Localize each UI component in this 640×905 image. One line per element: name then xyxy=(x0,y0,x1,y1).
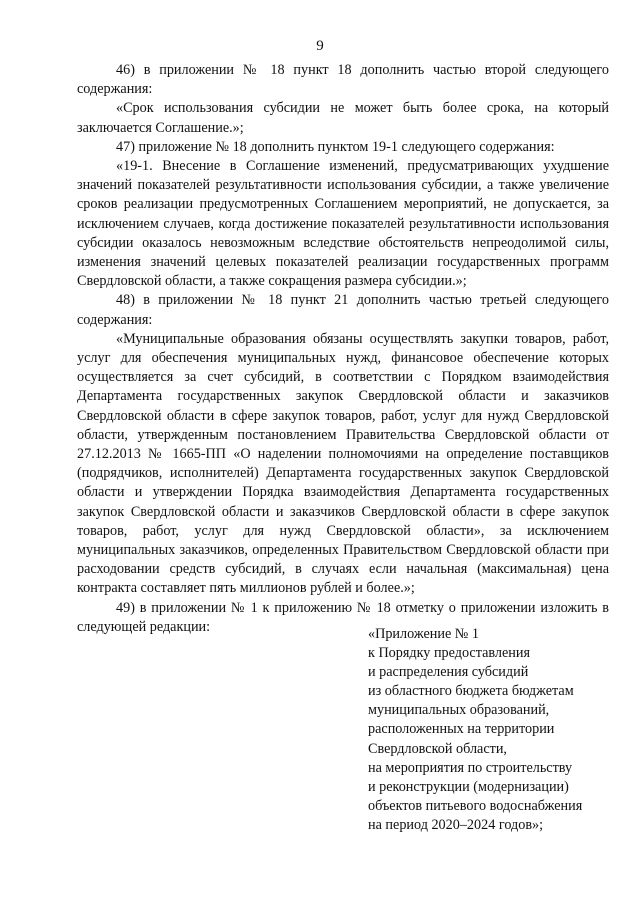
paragraph-48: 48) в приложении № 18 пункт 21 дополнить частью третьей следующего содержания: xyxy=(77,292,609,328)
appendix-line: на мероприятия по строительству xyxy=(368,759,573,776)
appendix-line: объектов питьевого водоснабжения xyxy=(368,797,583,814)
paragraph-47: 47) приложение № 18 дополнить пунктом 19-1 следующего содержания: xyxy=(116,138,555,155)
document-body xyxy=(77,61,609,637)
paragraph-49: 49) в приложении № 1 к приложению № 18 отметку о приложении изложить в следующей редакции: xyxy=(77,599,609,635)
appendix-line: из областного бюджета бюджетам xyxy=(368,683,574,700)
appendix-line: муниципальных образований, xyxy=(368,702,550,719)
appendix-line: «Приложение № 1 xyxy=(368,626,479,642)
paragraph-46: 46) в приложении № 18 пункт 18 дополнить частью второй следующего содержания: xyxy=(77,62,609,98)
appendix-line: на период 2020–2024 годов»; xyxy=(368,816,544,833)
appendix-line: Свердловской области, xyxy=(368,740,507,757)
appendix-line: и распределения субсидий xyxy=(368,664,529,681)
paragraph-47-quote: «19-1. Внесение в Соглашение изменений, предусматривающих ухудшение значений показателей результативности использования субсидии, а также увеличение сроков реализации предусмотренных Соглашением мероприятий, не допускается, за исключением случаев, когда достижение показателей результативности использования субсидии оказалось невозможным вследствие обстоятельств непреодолимой силы, изменения значений целевых показателей реализации государственных программ Свердловской области, а также сокращения размера субсидии.»; xyxy=(77,158,609,290)
appendix-line: к Порядку предоставления xyxy=(368,645,530,662)
page-number: 9 xyxy=(316,38,324,54)
paragraph-46-quote: «Срок использования субсидии не может быть более срока, на который заключается Соглашение.»; xyxy=(77,100,609,136)
appendix-note xyxy=(368,625,618,835)
appendix-line: и реконструкции (модернизации) xyxy=(368,778,569,795)
appendix-line: расположенных на территории xyxy=(368,721,555,738)
paragraph-48-quote: «Муниципальные образования обязаны осуществлять закупки товаров, работ, услуг для обеспечения муниципальных нужд, финансовое обеспечение которых осуществляется за счет субсидий, в соответствии с Порядком взаимодействия Департамента государственных закупок Свердловской области и заказчиков Свердловской области в сфере закупок товаров, работ, услуг для нужд Свердловской области, утвержденным постановлением Правительства Свердловской области от 27.12.2013 № 1665-ПП «О наделении полномочиями на определение поставщиков (подрядчиков, исполнителей) Департамента государственных закупок Свердловской области и утверждении Порядка взаимодействия Департамента государственных закупок Свердловской области и заказчиков Свердловской области в сфере закупок товаров, работ, услуг для нужд Свердловской области», за исключением муниципальных заказчиков, определенных Правительством Свердловской области при расходовании средств субсидий, в случаях если начальная (максимальная) цена контракта составляет пять миллионов рублей и более.»; xyxy=(77,330,609,597)
